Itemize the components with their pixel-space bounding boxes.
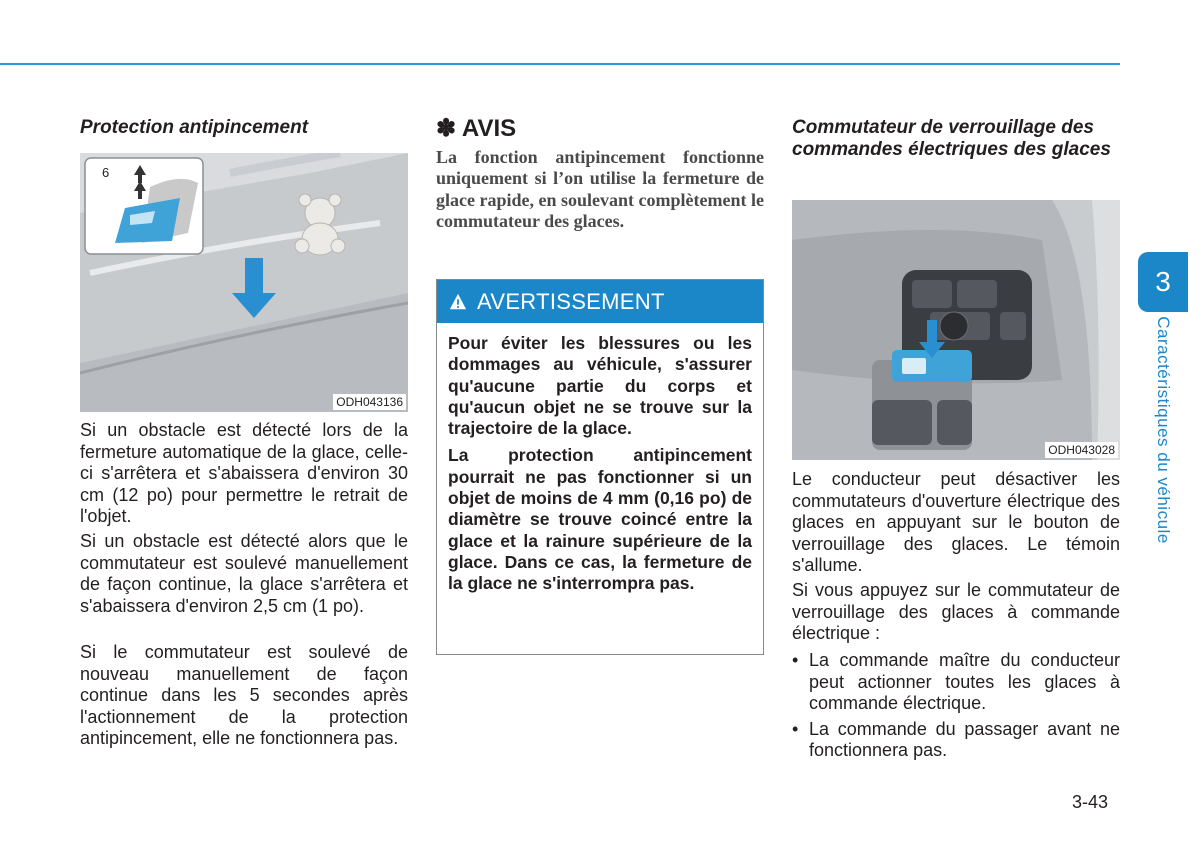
list-item <box>792 650 1120 715</box>
paragraph-lock-effects: Si vous appuyez sur le commutateur de verrouillage des glaces à commande électrique : <box>792 580 1120 643</box>
paragraph-repeat-close: Si le commutateur est soulevé de nouveau manuellement de façon continue dans les 5 secondes après l'actionnement de la protection antipincement, elle ne fonctionnera pas. <box>80 642 408 748</box>
section-heading-lock-switch: Commutateur de verrouillage des commandes électriques des glaces <box>792 117 1111 160</box>
figure-number: 6 <box>102 165 110 180</box>
warning-box <box>436 279 764 655</box>
chapter-tab: 3 <box>1138 252 1188 312</box>
figure-code: ODH043136 <box>333 394 406 410</box>
lock-effects-list <box>792 650 1120 766</box>
list-item-text: La commande du passager avant ne fonctionnera pas. <box>809 718 1120 760</box>
chapter-title: Caractéristiques du véhicule <box>1154 316 1173 544</box>
bullet-icon: • <box>792 650 799 670</box>
bullet-icon: • <box>792 718 799 739</box>
paragraph-lock-description: Le conducteur peut désactiver les commutateurs d'ouverture électrique des glaces en appuyant sur le bouton de verrouillage des glaces. Le témoin s'allume. <box>792 469 1120 575</box>
list-item-text: La commande maître du conducteur peut actionner toutes les glaces à commande électrique. <box>809 650 1120 713</box>
warning-triangle-icon <box>449 293 467 311</box>
section-heading-anti-pinch: Protection antipincement <box>80 117 309 138</box>
warning-header <box>437 280 763 323</box>
lock-switch-figure <box>792 200 1120 460</box>
anti-pinch-figure <box>80 153 408 412</box>
warning-paragraph: La protection antipincement pourrait ne pas fonctionner si un objet de moins de 4 mm (0,16 po) de diamètre se trouve coincé entre la glace et la rainure supérieure de la glace. Dans ce cas, la fermeture de la glace ne s'interrompra pas. <box>448 445 752 594</box>
warning-paragraph: Pour éviter les blessures ou les dommages au véhicule, s'assurer qu'aucune partie du corps et qu'aucun objet ne se trouve sur la trajectoire de la glace. <box>448 333 752 439</box>
figure-code: ODH043028 <box>1045 442 1118 458</box>
paragraph-manual-close: Si un obstacle est détecté alors que le commutateur est soulevé manuellement de façon continue, la glace s'arrêtera et s'abaissera d'environ 2,5 cm (1 po). <box>80 531 408 616</box>
warning-body <box>437 323 763 595</box>
top-rule <box>0 63 1120 65</box>
paragraph-auto-close: Si un obstacle est détecté lors de la fermeture automatique de la glace, celle-ci s'arrêtera et s'abaissera d'environ 30 cm (12 po) pour permettre le retrait de l'objet. <box>80 420 408 526</box>
list-item <box>792 719 1120 762</box>
avis-text: La fonction antipincement fonctionne uniquement si l’on utilise la fermeture de glace rapide, en soulevant complètement le commutateur des glaces. <box>436 147 764 232</box>
door-panel-illustration <box>792 200 1120 460</box>
car-window-illustration <box>80 153 408 412</box>
warning-title: AVERTISSEMENT <box>477 288 665 314</box>
page-number: 3-43 <box>1072 792 1109 812</box>
avis-heading: ✽ AVIS <box>436 115 517 142</box>
